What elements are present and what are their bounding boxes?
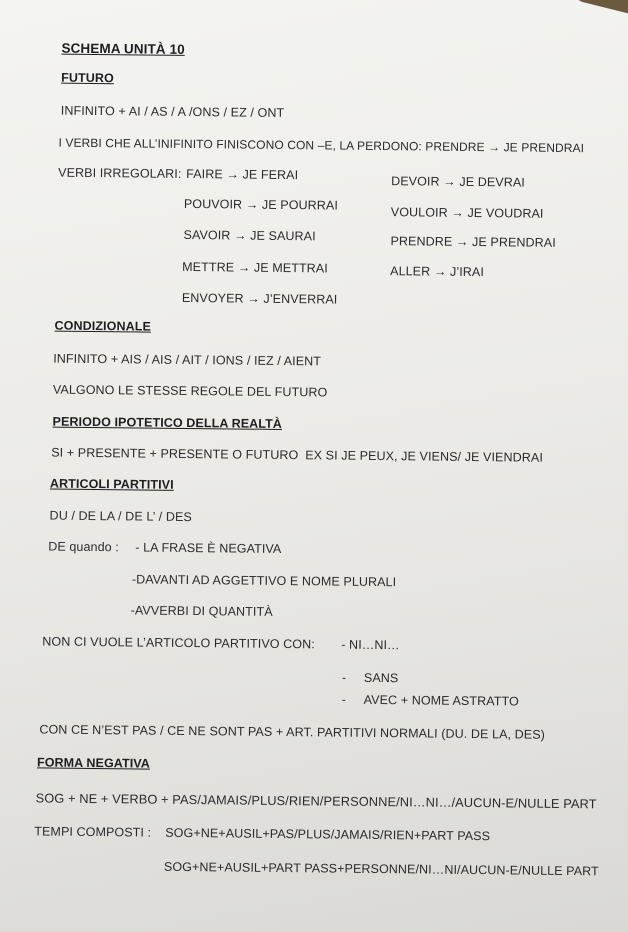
futuro-formula: INFINITO + AI / AS / A /ONS / EZ / ONT xyxy=(60,103,285,120)
non-item-avec: AVEC + NOME ASTRATTO xyxy=(363,692,519,709)
tempi-composti-label: TEMPI COMPOSTI : xyxy=(34,824,152,840)
de-quando-label: DE quando : xyxy=(48,539,119,555)
de-case-avverbi: -AVVERBI DI QUANTITÀ xyxy=(130,603,273,619)
heading-periodo-ipotetico: PERIODO IPOTETICO DELLA REALTÀ xyxy=(52,414,283,431)
irregular-vouloir: VOULOIR → JE VOUDRAI xyxy=(390,205,544,221)
de-case-aggettivo: -DAVANTI AD AGGETTIVO E NOME PLURALI xyxy=(131,572,397,590)
irregular-label: VERBI IRREGOLARI: xyxy=(58,165,182,181)
irregular-envoyer: ENVOYER → J’ENVERRAI xyxy=(181,290,338,307)
heading-articoli-partitivi: ARTICOLI PARTITIVI xyxy=(49,476,174,492)
tempi-composti-line-1: SOG+NE+AUSIL+PAS/PLUS/JAMAIS/RIEN+PART PASS xyxy=(165,825,491,844)
articoli-forms: DU / DE LA / DE L’ / DES xyxy=(49,508,192,525)
de-case-negativa: - LA FRASE È NEGATIVA xyxy=(135,540,282,556)
heading-condizionale: CONDIZIONALE xyxy=(54,318,152,334)
periodo-formula: SI + PRESENTE + PRESENTE O FUTURO xyxy=(51,445,299,463)
condizionale-formula: INFINITO + AIS / AIS / AIT / IONS / IEZ / AIENT xyxy=(53,351,322,369)
non-item-avec-dash: - xyxy=(341,692,347,707)
irregular-aller: ALLER → J’IRAI xyxy=(390,264,485,280)
irregular-pouvoir: POUVOIR → JE POURRAI xyxy=(183,196,339,213)
irregular-faire: FAIRE → JE FERAI xyxy=(186,166,299,183)
tempi-composti-line-2: SOG+NE+AUSIL+PART PASS+PERSONNE/NI…NI/AUCUN-E/NULLE PART xyxy=(163,859,599,879)
heading-forma-negativa: FORMA NEGATIVA xyxy=(36,755,151,771)
ce-nest-pas-rule: CON CE N’EST PAS / CE NE SONT PAS + ART. PARTITIVI NORMALI (DU. DE LA, DES) xyxy=(39,722,546,742)
irregular-devoir: DEVOIR → JE DEVRAI xyxy=(391,174,525,190)
futuro-rule: I VERBI CHE ALL’INIFINITO FINISCONO CON –E, LA PERDONO: PRENDRE → JE PRENDRAI xyxy=(58,135,585,156)
periodo-example: EX SI JE PEUX, JE VIENS/ JE VIENDRAI xyxy=(305,448,544,465)
heading-futuro: FUTURO xyxy=(61,70,114,86)
irregular-prendre: PRENDRE → JE PRENDRAI xyxy=(390,234,556,250)
non-item-sans-dash: - xyxy=(341,670,347,685)
document-title: SCHEMA UNITÀ 10 xyxy=(61,40,185,57)
non-item-sans: SANS xyxy=(363,670,399,686)
negativa-formula: SOG + NE + VERBO + PAS/JAMAIS/PLUS/RIEN/PERSONNE/NI…NI…/AUCUN-E/NULLE PART xyxy=(35,790,597,812)
non-ci-vuole-label: NON CI VUOLE L’ARTICOLO PARTITIVO CON: xyxy=(42,634,315,652)
condizionale-rule: VALGONO LE STESSE REGOLE DEL FUTURO xyxy=(52,382,328,400)
non-item-ni-ni: - NI…NI… xyxy=(341,637,400,653)
irregular-mettre: METTRE → JE METTRAI xyxy=(182,259,328,276)
irregular-savoir: SAVOIR → JE SAURAI xyxy=(183,227,316,244)
